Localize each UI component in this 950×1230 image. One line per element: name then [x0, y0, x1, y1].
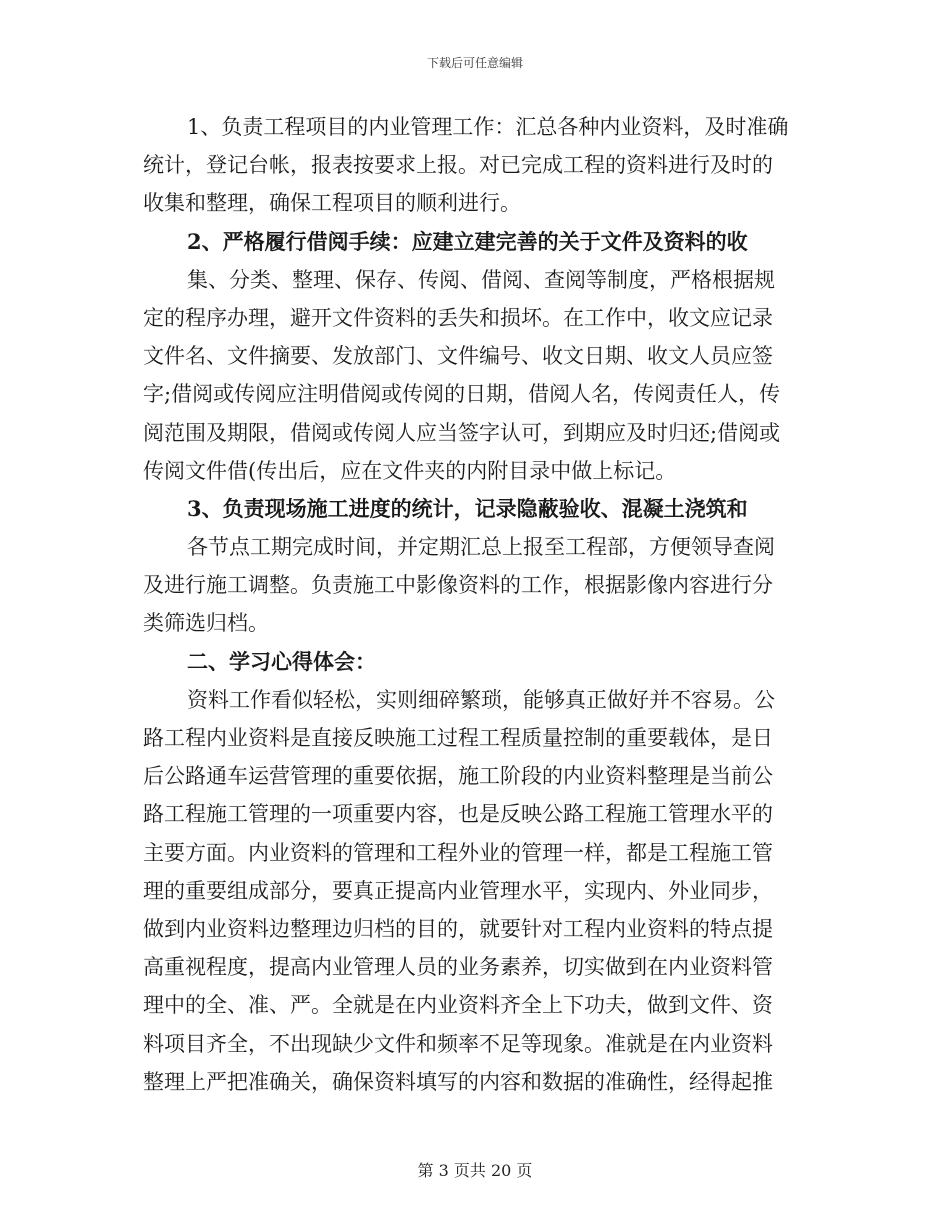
paragraph-line: 文件名、文件摘要、发放部门、文件编号、收文日期、收文人员应签: [143, 344, 773, 369]
paragraph-line: 高重视程度，提高内业管理人员的业务素养，切实做到在内业资料管: [143, 955, 773, 980]
paragraph-line: 主要方面。内业资料的管理和工程外业的管理一样，都是工程施工管: [143, 840, 773, 865]
page-header: 下载后可任意编辑: [426, 56, 523, 70]
paragraph-line: 收集和整理，确保工程项目的顺利进行。: [143, 191, 521, 216]
paragraph-line: 1、负责工程项目的内业管理工作：汇总各种内业资料，及时准确: [187, 115, 789, 139]
paragraph-line: 后公路通车运营管理的重要依据，施工阶段的内业资料整理是当前公: [143, 764, 773, 789]
paragraph-line: 定的程序办理，避开文件资料的丢失和损坏。在工作中，收文应记录: [143, 305, 773, 330]
paragraph-line: 传阅文件借(传出后，应在文件夹的内附目录中做上标记。: [143, 458, 677, 483]
paragraph-line: 类筛选归档。: [143, 611, 269, 636]
paragraph-line: 整理上严把准确关，确保资料填写的内容和数据的准确性，经得起推: [143, 1069, 773, 1094]
paragraph-line: 及进行施工调整。负责施工中影像资料的工作，根据影像内容进行分: [143, 573, 773, 598]
paragraph-line: 路工程施工管理的一项重要内容，也是反映公路工程施工管理水平的: [143, 802, 773, 827]
paragraph-line: 资料工作看似轻松，实则细碎繁琐，能够真正做好并不容易。公: [187, 687, 775, 712]
paragraph-line: 字;借阅或传阅应注明借阅或传阅的日期，借阅人名，传阅责任人，传: [143, 382, 781, 407]
paragraph-line: 各节点工期完成时间，并定期汇总上报至工程部，方便领导查阅: [187, 535, 775, 560]
section-heading-line: 3、负责现场施工进度的统计，记录隐蔽验收、混凝土浇筑和: [187, 495, 748, 521]
paragraph-line: 理的重要组成部分，要真正提高内业管理水平，实现内、外业同步，: [143, 878, 773, 903]
paragraph-line: 料项目齐全，不出现缺少文件和频率不足等现象。准就是在内业资料: [143, 1031, 773, 1056]
document-body: [143, 108, 811, 1101]
page-footer: 第 3 页共 20 页: [417, 1161, 533, 1180]
paragraph-line: 做到内业资料边整理边归档的目的，就要针对工程内业资料的特点提: [143, 916, 773, 941]
paragraph-line: 理中的全、准、严。全就是在内业资料齐全上下功夫，做到文件、资: [143, 993, 773, 1018]
section-heading-line: 二、学习心得体会：: [187, 648, 376, 674]
paragraph-line: 集、分类、整理、保存、传阅、借阅、查阅等制度，严格根据规: [187, 267, 775, 292]
paragraph-line: 阅范围及期限，借阅或传阅人应当签字认可，到期应及时归还;借阅或: [143, 420, 781, 445]
section-heading-line: 2、严格履行借阅手续：应建立建完善的关于文件及资料的收: [187, 228, 748, 254]
paragraph-line: 路工程内业资料是直接反映施工过程工程质量控制的重要载体，是日: [143, 726, 773, 750]
paragraph-line: 统计，登记台帐，报表按要求上报。对已完成工程的资料进行及时的: [143, 153, 773, 178]
